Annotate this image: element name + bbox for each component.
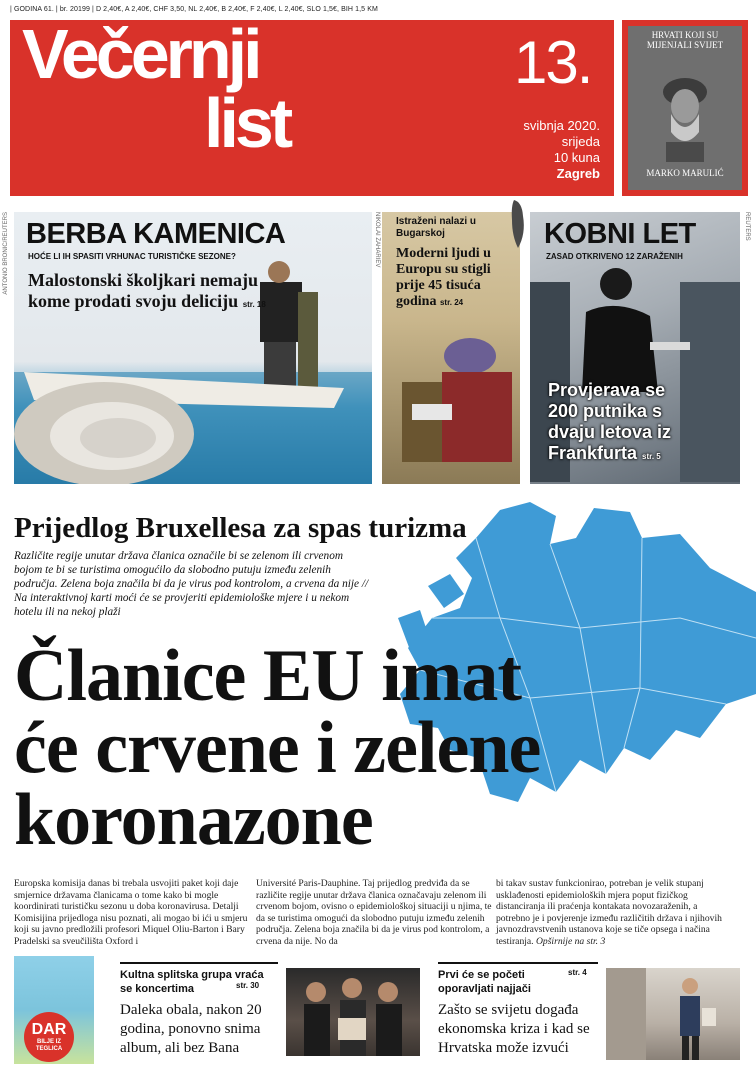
newspaper-logo[interactable]	[22, 15, 290, 162]
story3-title[interactable]	[548, 380, 698, 467]
bust-illustration	[650, 62, 720, 162]
teaser2-page-ref: str. 4	[568, 968, 587, 977]
gift-badge-title: DAR	[31, 1021, 67, 1038]
story3-kicker[interactable]: KOBNI LET	[544, 218, 696, 250]
headline-line-2: će crvene i zelene	[14, 707, 541, 789]
logo-line-1: Večernji	[22, 15, 259, 93]
lead-lede: Različite regije unutar država članica označile bi se zelenom ili crvenom bojom te bi se turistima omogućilo da slobodno putuju između zelenih područja. Zelena boja značila bi da je virus pod kontrolom, a crvena da nije // Na interaktivnoj karti moći će se provjeriti epidemiološke mjere i u nekom hotelu ili na nekoj plaži	[14, 550, 369, 618]
band-photo[interactable]	[286, 968, 420, 1056]
issue-day: 13.	[514, 29, 592, 96]
photo-credit-left: ANTONIO BRONIĆ/REUTERS	[3, 212, 9, 295]
story3-subtitle: ZASAD OTKRIVENO 12 ZARAŽENIH	[546, 252, 683, 261]
promo-title: HRVATI KOJI SU MIJENJALI SVIJET	[646, 30, 724, 50]
lead-body-col1: Europska komisija danas bi trebala usvojiti paket koji daje smjernice državama članicama o tome kako bi mogle koordinirati turističku sezonu u doba koronavirusa. Detalji Komisijina prijedloga nisu poznati, ali mogao bi ići u smjeru koji su javno predložili profesori Miquel Oliu-Barton i Bary Pradelski sa sveučilišta Oxford i	[14, 878, 248, 947]
teaser1-text[interactable]: Daleka obala, nakon 20 godina, ponovno snima album, ali bez Bana	[120, 1002, 262, 1056]
photo-credit-right: REUTERS	[744, 212, 750, 241]
issue-date: svibnja 2020.	[523, 118, 600, 133]
shopping-street-photo[interactable]	[606, 968, 740, 1060]
story3-page-ref: str. 5	[642, 452, 661, 461]
teaser1-page-ref: str. 30	[236, 981, 260, 990]
gift-badge-subtitle: BILJE IZ TEGLICA	[35, 1039, 63, 1052]
lead-headline[interactable]	[14, 635, 614, 861]
shopping-scene	[606, 968, 740, 1060]
issue-weekday: srijeda	[561, 134, 600, 149]
gift-badge	[24, 1012, 74, 1062]
logo-line-2: list	[204, 83, 290, 162]
story2-kicker: Istraženi nalazi u Bugarskoj	[396, 216, 477, 239]
promo-name: MARKO MARULIĆ	[646, 168, 724, 178]
teaser1-kicker: Kultna splitska grupa vraća se koncertima	[120, 969, 264, 995]
photo-credit-mid: NIKOLAI ZAHARIEV	[374, 212, 380, 268]
lead-body-col3	[496, 878, 732, 948]
teaser2-kicker: Prvi će se početi oporavljati najjači	[438, 969, 531, 995]
issue-price: 10 kuna	[553, 150, 600, 165]
teaser1-rule	[120, 962, 278, 964]
band-scene	[286, 968, 420, 1056]
lead-body-col3-text: bi takav sustav funkcionirao, potreban je velik stupanj usklađenosti epidemioloških mjera poput fizičkog distanciranja ili praćenja kontakata novozaraženih, a potrebno je i povjerenje između različitih država i njihovih javnozdravstvenih ustanova koje se tiče opsega i načina testiranja.	[496, 878, 722, 947]
story2-title[interactable]	[396, 246, 514, 311]
edition-info: | GODINA 61. | br. 20199 | D 2,40€, A 2,40€, CHF 3,50, NL 2,40€, B 2,40€, F 2,40€, L 2,40€, SLO 1,5€, BIH 1,5 KM	[10, 6, 378, 13]
story2-page-ref: str. 24	[439, 298, 464, 307]
teaser2-rule	[438, 962, 598, 964]
lead-subhead[interactable]: Prijedlog Bruxellesa za spas turizma	[14, 512, 467, 544]
issue-date-block	[523, 118, 600, 182]
story1-kicker[interactable]: BERBA KAMENICA	[26, 218, 286, 250]
teaser2-text[interactable]: Zašto se svijetu događa ekonomska kriza i kad se Hrvatska može izvući	[438, 1002, 590, 1056]
story3-title-text: Provjerava se 200 putnika s dvaju letova iz Frankfurta	[548, 380, 672, 463]
issue-city: Zagreb	[556, 166, 600, 181]
tooth-icon	[508, 198, 528, 250]
story1-title[interactable]	[28, 270, 268, 315]
headline-line-3: koronazone	[14, 779, 373, 861]
story1-subtitle: HOĆE LI IH SPASITI VRHUNAC TURISTIČKE SEZONE?	[28, 252, 236, 261]
story1-page-ref: str. 18	[242, 300, 266, 309]
lead-body-col2: Université Paris-Dauphine. Taj prijedlog predviđa da se različite regije unutar država članica označavaju zelenom ili crvenom bojom, ovisno o epidemiološkoj situaciji u njima, te da se turistima omogući da slobodno putuju između zelenih područja. Zelena boja značila bi da je virus pod kontrolom, a crvena da nije. No da	[256, 878, 492, 947]
lead-body-col3-ref[interactable]: Opširnije na str. 3	[535, 935, 606, 947]
headline-line-1: Članice EU imat	[14, 635, 522, 717]
story1-title-text: Malostonski školjkari nemaju kome prodati svoju deliciju	[28, 270, 259, 311]
story2-title-text: Moderni ljudi u Europu su stigli prije 45 tisuća godina	[396, 246, 491, 309]
